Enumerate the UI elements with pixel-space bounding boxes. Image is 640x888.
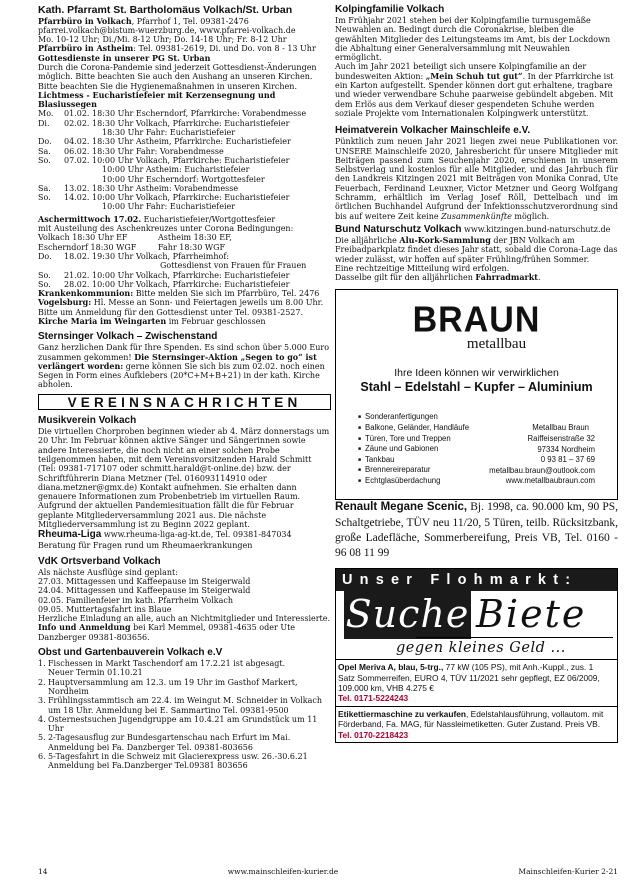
- schedule-day: [38, 175, 64, 184]
- schedule-lichtmess: [38, 109, 331, 211]
- schedule-entry: 21.02. 10:00 Uhr Volkach, Pfarrkirche: Eucharistiefeier: [64, 270, 290, 280]
- musikverein-text2: Aufgrund der aktuellen Pandemiesituation fällt die für Februar geplante Mitgliederversammlung 2021 aus. Die nächste Mitgliederversammlung ist zu Beginn 2022 geplant.: [38, 501, 294, 530]
- gd-title: Gottesdienste in unserer PG St. Urban: [38, 52, 211, 63]
- sternsinger-title: Sternsinger Volkach – Zwischenstand: [38, 331, 218, 343]
- kath-line-label: Pfarrbüro in Volkach: [38, 15, 132, 26]
- obst-num: 1.: [38, 659, 46, 669]
- braun-sub: metallbau: [466, 336, 527, 353]
- renault-ad: Renault Megane Scenic, Bj. 1998, ca. 90.000 km, 90 PS, Schaltgetriebe, TÜV neu 11/20, 5 Türen, teilb. Rücksitzbank, große Ladefläche, Sommerbereifung, Preis VB, Tel. 0160 - 96 08 11 99: [335, 501, 619, 560]
- braun-service: ■ Echtglasüberdachung: [358, 476, 469, 487]
- kath-title: Kath. Pfarramt St. Bartholomäus Volkach/St. Urban: [38, 4, 293, 16]
- vdk-info: Info und Anmeldung bei Karl Memmel, 09381-4635 oder Ute Danzberger 09381-803656.: [38, 622, 296, 642]
- left-column: [38, 2, 331, 771]
- vdk-item: 02.05. Familienfeier im kath. Pfarrheim Volkach: [38, 595, 234, 605]
- kolping-text1: Im Frühjahr 2021 stehen bei der Kolpingfamilie turnusgemäße Neuwahlen an. Bedingt durch die Coronakrise, bleiben die gewählten Mitglieder des Leitungsteams im Amt, bis der Lockdown die Abhaltung einer Generalversammlung mit Neuwahlen ermöglicht.: [335, 16, 611, 63]
- braun-address-line: 97334 Nordheim: [537, 444, 595, 454]
- kranken-line: Krankenkommunion: Bitte melden Sie sich im Pfarrbüro, Tel. 2476: [38, 288, 320, 299]
- obst-item: [38, 761, 331, 770]
- footer-issue: Mainschleifen-Kurier 2-21: [518, 867, 618, 876]
- vdk-item: 24.04. Mittagessen und Kaffeepause im Steigerwald: [38, 586, 251, 596]
- braun-address-line: Raiffeisenstraße 32: [527, 434, 595, 444]
- obst-item: [38, 659, 331, 668]
- bund-line: Bund Naturschutz Volkach www.kitzingen.bund-naturschutz.de: [335, 223, 611, 235]
- heimatverein-text: Pünktlich zum neuen Jahr 2021 liegen zwei neue Publikationen vor. UNSERE Mainschleife 2020, Jahresbericht für unsere Mitglieder mit Beiträgen passend zum Seuchenjahr 2020, erschienen in unserem Selbstverlag und kostenlos für alle Mitglieder, und das Jahrbuch für den Landkreis Kitzingen 2021 mit Beiträgen von Monika Conrad, Ute Feuerbach, Ferdinand Leuxner, Victor Metzner und Georg Wolfgang Schramm, erhältlich im Verlag Josef Röll, Dettelbach und im örtlichen Buchhandel Aufgrund der Infektionsschutzverordnung sind bis auf weitere Zeit keine Zusammenkünfte möglich.: [335, 137, 618, 221]
- ascher-time: Volkach 18:30 Uhr EF: [38, 233, 128, 243]
- braun-address: [489, 423, 595, 487]
- schedule-entry: 02.02. 18:30 Uhr Volkach, Pfarrkirche: Eucharistiefeier: [64, 118, 290, 128]
- obst-num: 5.: [38, 733, 46, 743]
- schedule-entry: 14.02. 10:00 Uhr Volkach, Pfarrkirche: Eucharistiefeier: [64, 193, 290, 203]
- braun-service: ■ Balkone, Geländer, Handläufe: [358, 423, 469, 434]
- obst-title: Obst und Gartenbauverein Volkach e.V: [38, 647, 223, 659]
- kath-contact: [38, 17, 331, 54]
- ascher-row: [38, 243, 331, 252]
- musikverein-title: Musikverein Volkach: [38, 415, 137, 427]
- braun-address-line: metallbau.braun@outlook.com: [489, 465, 595, 475]
- schedule-entry: 01.02. 18:30 Uhr Escherndorf, Pfarrkirche: Vorabendmesse: [64, 109, 307, 119]
- schedule-day: [38, 128, 64, 137]
- obst-num: 3.: [38, 696, 46, 706]
- schedule-day: [38, 261, 64, 270]
- braun-slogan: Ihre Ideen können wir verwirklichen: [394, 367, 559, 380]
- obst-text: Frühlingsstammtisch am 22.4. im Weingut M. Schneider in Volkach: [48, 696, 323, 706]
- suche-word: Suche: [344, 591, 471, 639]
- schedule-row: [38, 184, 331, 193]
- lichtmess-title: Lichtmess - Eucharistiefeier mit Kerzensegnung und Blasiussegen: [38, 89, 276, 110]
- obst-text: Fischessen in Markt Taschendorf am 17.2.21 ist abgesagt.: [48, 659, 286, 669]
- schedule-day: [38, 165, 64, 174]
- schedule-row: [38, 147, 331, 156]
- obst-text: Anmeldung bei Fa.Danzberger Tel.09381 803656: [48, 761, 248, 771]
- schedule-entry: 10:00 Uhr Fahr: Eucharistiefeier: [102, 202, 236, 212]
- schedule-entry: 28.02. 10:00 Uhr Volkach, Pfarrkirche: Eucharistiefeier: [64, 279, 290, 289]
- schedule-entry: 04.02. 18:30 Uhr Astheim, Pfarrkirche: Eucharistiefeier: [64, 137, 291, 147]
- sternsinger-text: Ganz herzlichen Dank für Ihre Spenden. Es sind schon über 5.000 Euro zusammen gekommen! Die Sternsinger-Aktion „Segen to go“ ist verlängert worden: gerne können Sie sich bis zum 02.02. noch einen Segen in Form eines Aufklebers (20*C+M+B+21) in der kath. Kirche abholen.: [38, 343, 330, 390]
- braun-address-line: Metallbau Braun: [532, 423, 589, 433]
- vdk-item: 27.03. Mittagessen und Kaffeepause im Steigerwald: [38, 576, 251, 586]
- obst-num: 2.: [38, 677, 46, 687]
- kath-line-label: Pfarrbüro in Astheim: [38, 43, 134, 54]
- braun-address-line: www.metallbaubraun.com: [505, 476, 595, 486]
- opel-ad: Opel Meriva A, blau, 5-trg., 77 kW (105 PS), mit Anh.-Kuppl., zus. 1 Satz Sommerreifen, EURO 4, TÜV 11/2021 sehr gepflegt, EZ 06/2009, 109.000 km, VHB 4.275 € Tel. 0171-5224243: [336, 659, 617, 706]
- kolping-title: Kolpingfamilie Volkach: [335, 4, 445, 15]
- braun-service: ■ Tankbau: [358, 455, 469, 466]
- schedule-entry: 06.02. 18:30 Uhr Fahr: Vorabendmesse: [64, 146, 224, 156]
- obst-item: [38, 706, 331, 715]
- schedule-row: [38, 271, 331, 280]
- flohmarkt-banner: [336, 591, 617, 659]
- obst-item: [38, 696, 331, 705]
- schedule-day: [38, 202, 64, 211]
- schedule-day: So.: [38, 270, 51, 280]
- bund-text3: Eine rechtzeitige Mitteilung wird erfolgen.: [335, 263, 510, 273]
- schedule-row: [38, 137, 331, 146]
- right-column: [335, 2, 618, 743]
- schedule-row: [38, 165, 331, 174]
- etikett-tel: Tel. 0170-2218423: [338, 729, 409, 740]
- etikett-ad: Etikettiermaschine zu verkaufen, Edelstahlausführung, vollautom. mit Förderband, Fa. MAG, für Nassleimetiketten. Guter Zustand. Preis VB. Tel. 0170-2218423: [336, 706, 617, 742]
- kirche-line: Kirche Maria im Weingarten im Februar geschlossen: [38, 316, 266, 326]
- obst-num: 4.: [38, 714, 46, 724]
- obst-text: um 18 Uhr. Anmeldung bei E. Sammartino Tel. 09381-9500: [48, 705, 289, 715]
- opel-tel: Tel. 0171-5224243: [338, 693, 409, 704]
- schedule-day: Sa.: [38, 146, 51, 156]
- page-footer: [38, 867, 618, 876]
- schedule-day: Mo.: [38, 109, 54, 119]
- biete-word: Biete: [476, 592, 587, 637]
- obst-num: [38, 668, 48, 677]
- vogelsburg-line: Vogelsburg: Hl. Messe an Sonn- und Feiertagen jeweils um 8.00 Uhr. Bitte um Anmeldung für den Gottesdienst unter Tel. 09381-2527.: [38, 297, 324, 317]
- obst-num: [38, 743, 48, 752]
- schedule-row: [38, 119, 331, 128]
- kolping-text2: Auch im Jahr 2021 beteiligt sich unsere Kolpingfamilie an der bundesweiten Aktion: „Mein Schuh tut gut“. In der Pfarrkirche ist ein Karton aufgestellt. Spender können dort gut erhaltene, tragbare und wieder verwendbare Schuhe paarweise gebündelt abgeben. Mit dem Erlös aus dem Verkauf dieser gespendeten Schuhe werden soziale Projekte vom Internationalen Kolpingwerk unterstützt.: [335, 62, 614, 118]
- vereinsnachrichten-bar: VEREINSNACHRICHTEN: [38, 394, 331, 410]
- schedule-entry: 07.02. 10:00 Uhr Volkach, Pfarrkirche: Eucharistiefeier: [64, 155, 290, 165]
- obst-text: 2-Tagesausflug zur Bundesgartenschau nach Erfurt im Mai.: [48, 733, 291, 743]
- obst-num: [38, 761, 48, 770]
- braun-ad: [335, 289, 618, 500]
- braun-service: ■ Sonderanfertigungen: [358, 412, 469, 423]
- footer-url: www.mainschleifen-kurier.de: [227, 867, 339, 876]
- braun-service: ■ Türen, Tore und Treppen: [358, 434, 469, 445]
- braun-materials: Stahl – Edelstahl – Kupfer – Aluminium: [360, 380, 593, 395]
- schedule-row: [38, 252, 331, 261]
- ascher-times: [38, 233, 331, 252]
- schedule-row: [38, 261, 331, 270]
- schedule-entry: 10:00 Uhr Escherndorf: Wortgottesfeier: [102, 174, 265, 184]
- bund-text4: Dasselbe gilt für den alljährlichen Fahrradmarkt.: [335, 272, 541, 283]
- ascher-text: mit Austeilung des Aschenkreuzes unter Corona Bedingungen:: [38, 224, 294, 234]
- obst-text: 5-Tagesfahrt in die Schweiz mit Glacierexpress usw. 26.-30.6.21: [48, 751, 308, 761]
- flohmarkt-box: [335, 568, 618, 743]
- schedule-row: [38, 193, 331, 202]
- schedule-day: Sa.: [38, 183, 51, 193]
- vdk-intro: Als nächste Ausflüge sind geplant:: [38, 567, 178, 577]
- gd-text: Durch die Corona-Pandemie sind jederzeit Gottesdienst-Änderungen möglich. Bitte beachten Sie auch den Aushang an unseren Kirchen. Bitte beachten Sie die Hygienemaßnahmen in unseren Kirchen.: [38, 62, 317, 91]
- kath-line-text: : Tel. 09381-2619, Di. und Do. von 8 - 13 Uhr: [133, 44, 316, 54]
- schedule-entry: 18.02. 19:30 Uhr Volkach, Pfarrheimhof:: [64, 251, 230, 261]
- schedule-row: [38, 109, 331, 118]
- braun-services: [358, 412, 469, 486]
- schedule-late-feb: [38, 252, 331, 289]
- schedule-entry: 18:30 Uhr Fahr: Eucharistiefeier: [102, 128, 236, 138]
- rheuma-line: Rheuma-Liga www.rheuma-liga-ag-kt.de, Tel. 09381-847034: [38, 529, 292, 541]
- obst-item: [38, 743, 331, 752]
- obst-num: [38, 706, 48, 715]
- ascher-line: Aschermittwoch 17.02. Eucharistiefeier/Wortgottesfeier: [38, 213, 276, 224]
- kath-line: Mo. 10-12 Uhr; Di./Mi. 8-12 Uhr; Do. 14-18 Uhr; Fr. 8-12 Uhr: [38, 35, 287, 45]
- flohmarkt-title: Unser Flohmarkt:: [336, 569, 617, 591]
- schedule-day: Do.: [38, 137, 52, 147]
- banner-line: [416, 637, 613, 638]
- ascher-row: [38, 233, 331, 242]
- obst-text: Osternestsuchen Jugendgruppe am 10.4.21 am Grundstück um 11 Uhr: [48, 714, 318, 734]
- schedule-row: [38, 202, 331, 211]
- ascher-time: Astheim 18:30 EF,: [158, 233, 232, 243]
- ascher-time: Fahr 18:30 WGF: [158, 242, 226, 252]
- schedule-day: Di.: [38, 118, 50, 128]
- schedule-row: [38, 128, 331, 137]
- schedule-day: So.: [38, 279, 51, 289]
- braun-logo: BRAUN: [412, 300, 541, 341]
- braun-service: ■ Zäune und Gabionen: [358, 444, 469, 455]
- vdk-text: Herzliche Einladung an alle, auch an Nichtmitglieder und Interessierte.: [38, 614, 331, 624]
- braun-address-line: 0 93 81 – 37 69: [540, 455, 595, 465]
- kath-line-text: , Pfarrhof 1, Tel. 09381-2476: [131, 16, 249, 26]
- schedule-day: So.: [38, 155, 51, 165]
- vdk-list: [38, 577, 331, 614]
- obst-text: Anmeldung bei Fa. Danzberger Tel. 09381-803656: [48, 742, 253, 752]
- schedule-entry: 13.02. 18:30 Uhr Astheim: Vorabendmesse: [64, 183, 239, 193]
- musikverein-text: Die virtuellen Chorproben beginnen wieder ab 4. März donnerstags um 20 Uhr. Im Februar können aktive Sänger und Sängerinnen sowie andere Interessierte, die noch nicht an einer solchen Probe teilgenommen haben, mit dem Vereinsvorsitzenden Harald Schmitt (Tel: 09381-717107 oder schmitt.harald@t-online.de) bzw. der Schriftführerin Diana Metzner (Tel. 016093114910 oder diana.metzner@gmx.de) Kontakt aufnehmen. Sie erhalten dann genauere Informationen zum Probenbetrieb im virtuellen Raum.: [38, 427, 330, 502]
- braun-service: ■ Brennereireparatur: [358, 465, 469, 476]
- obst-text: Hauptversammlung am 12.3. um 19 Uhr im Gasthof Markert, Nordheim: [48, 677, 298, 696]
- schedule-day: So.: [38, 193, 51, 203]
- obst-item: [38, 678, 331, 697]
- heimatverein-title: Heimatverein Volkacher Mainschleife e.V.: [335, 125, 531, 137]
- ascher-time: Escherndorf 18:30 WGF: [38, 242, 137, 252]
- kath-line: pfarrei.volkach@bistum-wuerzburg.de, www.pfarrei-volkach.de: [38, 25, 296, 35]
- obst-item: [38, 668, 331, 677]
- flohmarkt-slogan: gegen kleines Geld ...: [396, 640, 566, 657]
- schedule-row: [38, 156, 331, 165]
- obst-list: [38, 659, 331, 771]
- obst-item: [38, 733, 331, 742]
- schedule-day: Do.: [38, 251, 52, 261]
- schedule-entry: Gottesdienst von Frauen für Frauen: [160, 261, 307, 271]
- obst-item: [38, 752, 331, 761]
- obst-item: [38, 715, 331, 734]
- page-number: 14: [38, 867, 48, 876]
- vdk-item: 09.05. Muttertagsfahrt ins Blaue: [38, 604, 172, 614]
- vdk-title: VdK Ortsverband Volkach: [38, 555, 161, 567]
- kath-line: [38, 17, 331, 26]
- schedule-entry: 10:00 Uhr Astheim: Eucharistiefeier: [102, 165, 250, 175]
- schedule-row: [38, 175, 331, 184]
- bund-text: Die alljährliche Alu-Kork-Sammlung der JBN Volkach am Freibadparkplatz findet dieses Jahr statt, sobald die Corona-Lage das wieder zulässt, wir hoffen auf später Frühling/frühen Sommer.: [335, 234, 618, 264]
- obst-num: 6.: [38, 751, 46, 761]
- obst-text: Neuer Termin 01.10.21: [48, 668, 143, 678]
- rheuma-text: Beratung für Fragen rund um Rheumaerkrankungen: [38, 541, 253, 551]
